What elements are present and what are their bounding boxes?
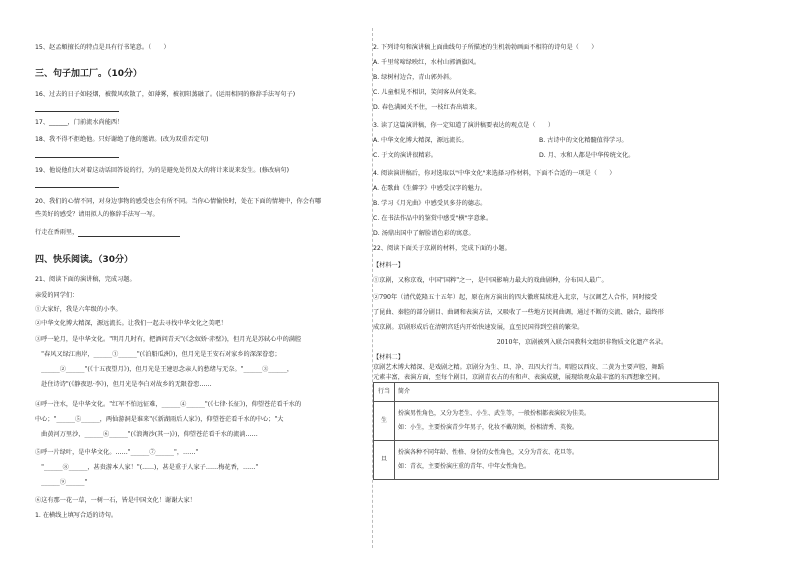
table-cell-desc	[395, 402, 719, 441]
answer-line-18[interactable]	[35, 150, 119, 158]
question-18: 18、我不得不拒绝他。只好谢绝了他的邀请。(改为双重否定句)	[35, 136, 209, 143]
option-2c[interactable]: C. 儿童相见不相识，笑问客从何处来。	[373, 89, 481, 96]
passage-line: 赴住诗诗"(《静夜思·李》)，但月光是李白对故乡的无限眷恋……	[35, 381, 212, 388]
material-line: ②790年（清代乾隆五十五年）起，原在南方演出的四大徽班陆续进入北京，与汉调艺人合作，同时接受	[373, 294, 658, 301]
option-3a[interactable]: A. 中华文化博大精深，源远流长。	[373, 137, 468, 144]
option-4d[interactable]: D. 汤鼎出国中了解脸谱色彩的寓意。	[373, 230, 475, 237]
passage-line: ⑤呼一片绿叶，是中华文化。……"______⑦______"，……"	[35, 449, 199, 456]
table-cell-role: 生	[374, 402, 395, 441]
table-header-cell: 简介	[395, 383, 719, 402]
material-line: 2010年，京剧被列入联合国教科文组织非物质文化遗产名录。	[373, 339, 668, 346]
question-20-line-3	[35, 229, 180, 237]
material-line: ①京剧，又称京戏，中国"国粹"之一，是中国影响力最大的戏曲剧种，分布国人最广。	[373, 277, 608, 284]
table-row	[374, 402, 719, 441]
material-2-title: 【材料二】	[373, 354, 404, 361]
table-cell-line: 如：青衣，主要扮演庄重的青年、中年女性角色。	[398, 463, 531, 470]
option-4a[interactable]: A. 在歌曲《生僻字》中感受汉字的魅力。	[373, 185, 487, 192]
question-3: 3. 读了这篇演讲稿，你一定知道了演讲稿要表达的观点是（ ）	[373, 122, 555, 129]
option-3c[interactable]: C. 于文的演讲很精彩。	[373, 152, 437, 159]
question-4: 4. 阅读演讲稿后，你对选取以"中华文化"来选择习作材料，下面不合适的一项是（ ）	[373, 170, 616, 177]
role-table	[373, 382, 719, 480]
passage-line: ______②______"(《十五夜望月》)，但月光是王建思念亲人的愁绪与无奈。"______③______，	[35, 366, 294, 373]
table-cell-line: 扮演各种不同年龄、性格、身份的女性角色，又分为青衣、花旦等。	[398, 449, 579, 456]
question-20-line-1: 20、我们的心情不同，对身边事物的感受也会有所不同。当你心情愉快时，处在下面的情境中，你会有哪	[35, 198, 322, 205]
question-21: 21、阅读下面的演讲稿，完成习题。	[35, 276, 136, 283]
passage-line: ①大家好，我是六年级的小李。	[35, 306, 122, 313]
passage-line: "______⑧______，甚贵游本人家！"(......)，甚是重于人家子……梅花香，……"	[35, 464, 259, 471]
question-17: 17、______，门前流水尚能西！	[35, 119, 124, 126]
option-2b[interactable]: B. 绿树村边合，青山郭外斜。	[373, 74, 456, 81]
material-line: 成京剧。京剧形成后在清朝宫廷内开始快速发展，直至民国得到空前的繁荣。	[373, 324, 584, 331]
question-19: 19、他说他们大对着这动话回答说的行，为的是避免处罚及大的将计来说来发生。(修改病句)	[35, 167, 290, 174]
table-row	[374, 441, 719, 480]
passage-line: 曲黄河万里沙，______⑥______"(《浪淘沙(其一)》)，仰望苍茫看千水的流淌……	[35, 431, 258, 438]
answer-line-16[interactable]	[35, 104, 119, 112]
passage-line: "春风又绿江南岸，______①______"(《泊船瓜洲》)，但月光是王安石对家乡的深深眷恋；	[35, 351, 281, 358]
material-line: 了昆曲、秦腔的部分剧目、曲调和表演方法，又吸收了一些地方民间曲调，通过不断的交流、融合，最终形	[373, 309, 664, 316]
answer-line-19[interactable]	[35, 180, 119, 188]
passage-line: 亲爱的同学们：	[35, 292, 79, 299]
passage-line: ④呼一注水，是中华文化。"红军不怕远征难，______④______"(《七律·长征》)，仰望苍茫看千水的	[35, 401, 302, 408]
table-header-cell: 行当	[374, 383, 395, 402]
passage-line: 中心；"______⑤______，两仙游洞是谁来"(《新湖雨后人家》)，仰望苍茫看千水的中心；"大	[35, 416, 284, 423]
table-cell-line: 扮演男性角色，又分为老生、小生、武生等，一般扮相都表演较为佳美。	[398, 410, 591, 417]
table-cell-desc	[395, 441, 719, 480]
table-cell-line: 如：小生，主要扮演青少年男子，化妆不戴胡须，扮相清秀、英俊。	[398, 424, 579, 431]
answer-line-20[interactable]	[78, 229, 180, 237]
passage-line: ③呼一轮月，是中华文化。"明月几时有，把酒问青天"(《念奴娇·赤壁》)，但月光是苏轼心中的满腔	[35, 336, 302, 343]
question-16: 16、过去的日子如轻烟，被微风吹散了，如薄雾，被初阳蒸融了。(运用相同的修辞手法写句子)	[35, 91, 296, 98]
option-4c[interactable]: C. 在书法作品中的鉴赏中感受"横"字意象。	[373, 215, 493, 222]
passage-line: ⑥这有那一花一草，一树一石，皆是中国文化！谢谢大家！	[35, 497, 196, 504]
option-3d[interactable]: D. 月、水和人都是中华传统文化。	[539, 152, 635, 159]
material-line: 京剧艺术博大精深、是戏剧之精。京剧分为生、旦、净、丑四大行当。唱腔以西皮、二黄为主要声腔，舞蹈	[373, 364, 664, 371]
option-2d[interactable]: D. 春色满园关不住，一枝红杏出墙来。	[373, 104, 481, 111]
question-2: 2. 下列诗句和演讲稿上面曲线句子所描述的生机勃勃画面不相符的诗句是（ ）	[373, 44, 598, 51]
option-4b[interactable]: B. 学习《月光曲》中感受贝多芬的德志。	[373, 200, 487, 207]
question-22: 22、阅读下面关于京剧的材料，完成下面的小题。	[373, 245, 511, 252]
option-3b[interactable]: B. 古诗中的文化精髓值得学习。	[539, 137, 628, 144]
passage-line: ______⑨______"	[35, 479, 88, 486]
sub-question-1: 1. 在横线上填写合适的诗句。	[35, 512, 118, 519]
material-1-title: 【材料一】	[373, 262, 404, 269]
table-cell-role: 旦	[374, 441, 395, 480]
section-3-title: 三、句子加工厂。（10分）	[35, 69, 143, 79]
question-20-line-2: 些美好的感受？请用拟人的修辞手法写一写。	[35, 211, 159, 218]
question-15: 15、赵孟頫擅长的特点是具有行书笔意。（ ）	[35, 44, 170, 51]
option-2a[interactable]: A. 千里莺啼绿映红，水村山郭酒旗风。	[373, 59, 481, 66]
passage-line: ②中华文化博大精深，源远流长。让我们一起去寻找中华文化之美吧！	[35, 320, 227, 327]
table-header-row	[374, 383, 719, 402]
section-4-title: 四、快乐阅读。（30分）	[35, 255, 134, 265]
question-20-prompt: 行走在香雨里，	[35, 229, 79, 236]
material-line: 元素丰富，表演方面，至每个剧目，京剧青衣占的有和声、表演成就，展现给观众最丰富的东西想象空间。	[373, 374, 664, 381]
